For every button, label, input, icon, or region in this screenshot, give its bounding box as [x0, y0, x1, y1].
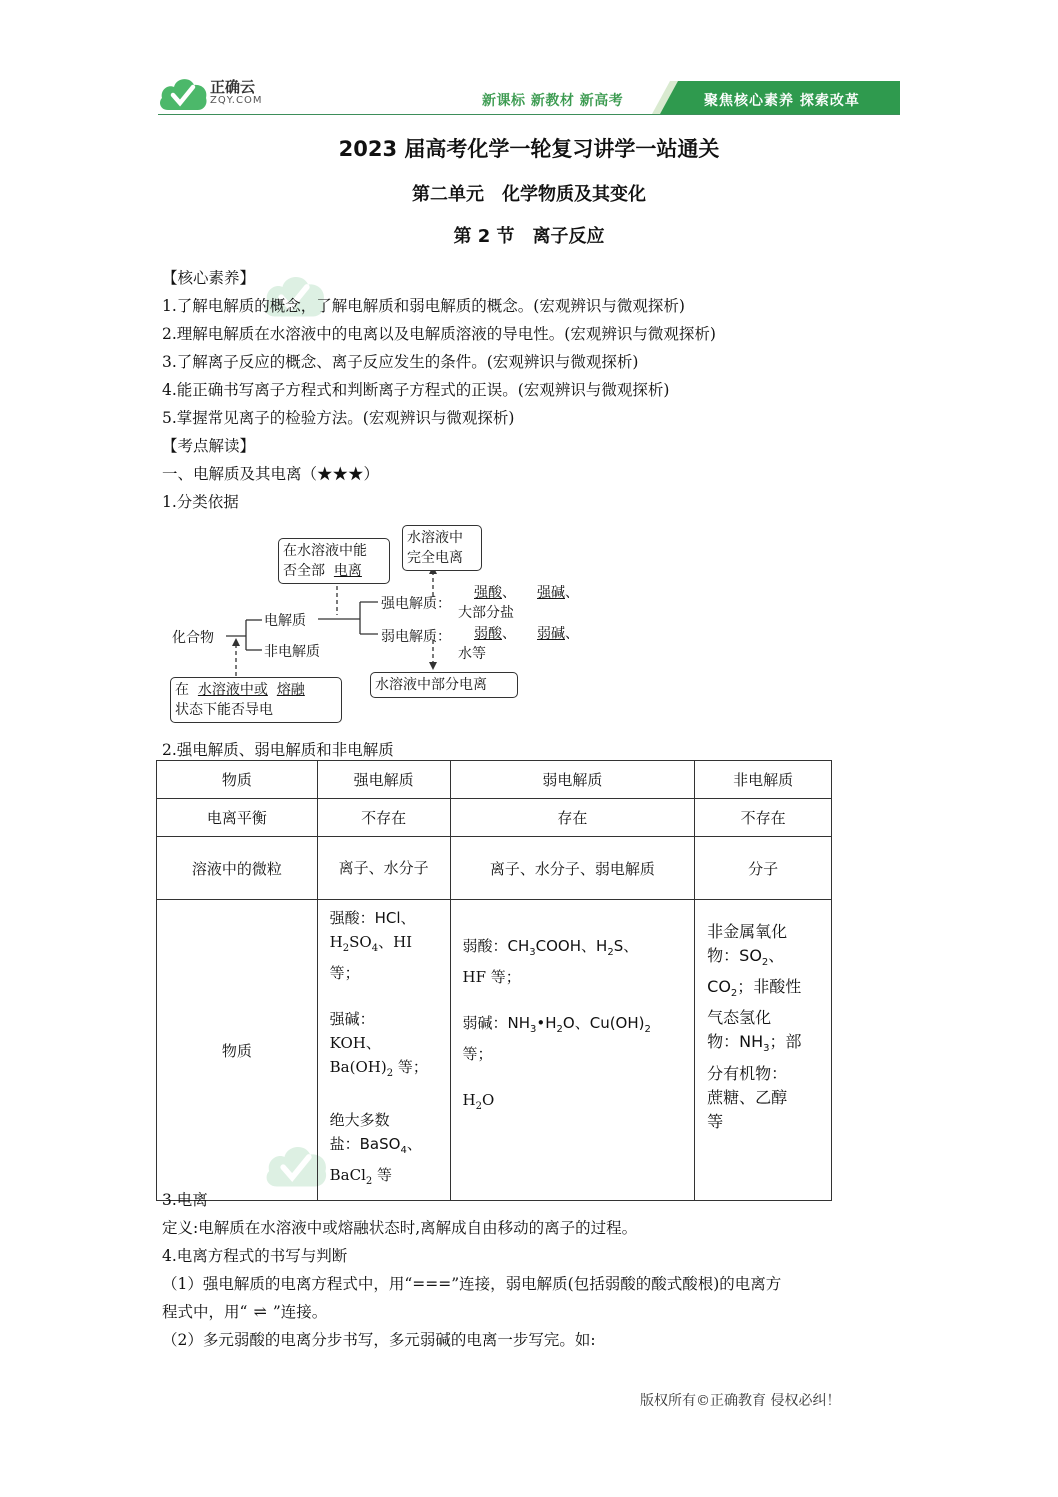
- rule-paragraph-2: （2）多元弱酸的电离分步书写，多元弱碱的电离一步写完。如:: [162, 1331, 596, 1349]
- core-item: 3.了解离子反应的概念、离子反应发生的条件。(宏观辨识与微观探析): [162, 353, 639, 371]
- table-cell: 分子: [695, 837, 832, 900]
- logo-name: 正确云: [210, 78, 256, 96]
- table-cell: 物质: [157, 900, 318, 1201]
- water-etc-label: 水等: [458, 646, 486, 662]
- section-title: 第 2 节 离子反应: [453, 226, 605, 247]
- electrolyte-table: [156, 760, 832, 1201]
- sub1-heading: 1.分类依据: [162, 493, 239, 511]
- table-cell: 不存在: [317, 799, 450, 837]
- strong-electrolyte-label: 强电解质：: [381, 596, 451, 612]
- weak-electrolyte-label: 弱电解质：: [381, 629, 451, 645]
- criterion-box: 在水溶液中能 否全部 电离: [278, 538, 390, 584]
- strong-acid-label: 强酸、: [474, 585, 516, 601]
- table-cell: 电离平衡: [157, 799, 318, 837]
- rule-paragraph-1-cont: 程式中，用“ ⇌ ”连接。: [162, 1302, 328, 1321]
- conductivity-box: 在 水溶液中或 熔融 状态下能否导电: [170, 677, 342, 723]
- rule-paragraph-1: （1）强电解质的电离方程式中，用“===”连接，弱电解质(包括弱酸的酸式酸根)的电离方: [162, 1275, 782, 1293]
- strong-examples-cell: 强酸：HCl、 $H_2SO_4$、HI 等； 强碱： KOH、 $Ba(OH)_2$ 等； 绝大多数 盐：BaSO$_4$、 BaCl$_2$ 等: [317, 900, 450, 1201]
- diagram-lines: [0, 0, 1058, 740]
- non-electrolyte-label: 非电解质: [264, 644, 320, 660]
- core-item: 4.能正确书写离子方程式和判断离子方程式的正误。(宏观辨识与微观探析): [162, 381, 670, 399]
- table-header-row: [157, 761, 832, 799]
- full-ionization-box: 水溶液中 完全电离: [402, 525, 482, 571]
- ionization-heading: 3.电离: [162, 1191, 208, 1209]
- electrolyte-label: 电解质: [264, 613, 306, 629]
- core-item: 5.掌握常见离子的检验方法。(宏观辨识与微观探析): [162, 409, 515, 427]
- partial-ionization-box: 水溶液中部分电离: [370, 672, 518, 698]
- unit-title: 第二单元 化学物质及其变化: [412, 184, 646, 205]
- ionization-definition: 定义:电解质在水溶液中或熔融状态时,离解成自由移动的离子的过程。: [162, 1219, 638, 1237]
- weak-acid-label: 弱酸、: [474, 626, 516, 642]
- reversible-arrow-icon: ⇌: [253, 1302, 267, 1321]
- slogan-right: 聚焦核心素养 探索改革: [704, 93, 860, 109]
- table-cell: 不存在: [695, 799, 832, 837]
- weak-base-label: 弱碱、: [537, 626, 579, 642]
- table-header-cell: 非电解质: [695, 761, 832, 799]
- table-cell: 离子、水分子: [317, 837, 450, 900]
- table-row: [157, 799, 832, 837]
- non-examples-cell: 非金属氧化 物：$SO_2$、 $CO_2$；非酸性 气态氢化 物：$NH_3$；部 分有机物： 蔗糖、乙醇 等: [695, 900, 832, 1201]
- compound-label: 化合物: [172, 630, 214, 646]
- most-salts-label: 大部分盐: [458, 605, 514, 621]
- table-header-cell: 强电解质: [317, 761, 450, 799]
- table-cell: 溶液中的微粒: [157, 837, 318, 900]
- slogan-left: 新课标 新教材 新高考: [482, 93, 624, 109]
- table-header-cell: 物质: [157, 761, 318, 799]
- core-heading: 【核心素养】: [162, 269, 256, 287]
- strong-base-label: 强碱、: [537, 585, 579, 601]
- table-cell: 离子、水分子、弱电解质: [450, 837, 695, 900]
- logo-domain: ZQY.COM: [210, 95, 263, 106]
- copyright-footer: 版权所有©正确教育 侵权必纠！: [640, 1393, 841, 1409]
- table-row: [157, 900, 832, 1201]
- kaodian-heading: 【考点解读】: [162, 437, 256, 455]
- section1-heading: 一、电解质及其电离（★★★）: [162, 465, 380, 483]
- core-item: 1.了解电解质的概念，了解电解质和弱电解质的概念。(宏观辨识与微观探析): [162, 297, 685, 315]
- table-cell: 存在: [450, 799, 695, 837]
- weak-examples-cell: 弱酸：$CH_3COOH$、$H_2S$、 HF 等； 弱碱：$NH_3•H_2O$、$Cu(OH)_2$ 等； $H_2O$: [450, 900, 695, 1201]
- core-item: 2.理解电解质在水溶液中的电离以及电解质溶液的导电性。(宏观辨识与微观探析): [162, 325, 716, 343]
- sub2-heading: 2.强电解质、弱电解质和非电解质: [162, 741, 394, 759]
- table-row: [157, 837, 832, 900]
- table-header-cell: 弱电解质: [450, 761, 695, 799]
- main-title: 2023 届高考化学一轮复习讲学一站通关: [338, 137, 720, 161]
- equation-heading: 4.电离方程式的书写与判断: [162, 1247, 348, 1265]
